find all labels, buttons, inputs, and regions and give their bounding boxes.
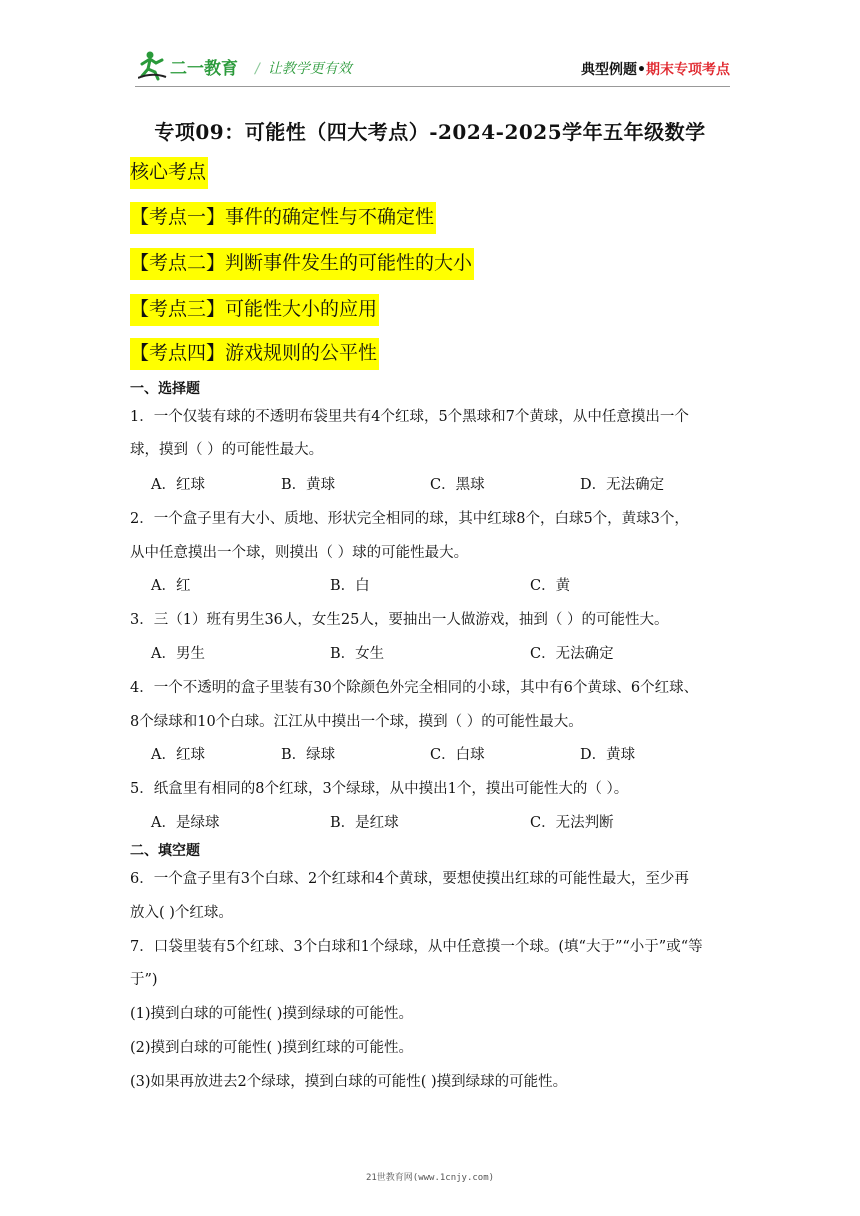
q1-line-2: 球，摸到（ ）的可能性最大。: [130, 442, 324, 458]
q7-sub-2: (2)摸到白球的可能性( )摸到红球的可能性。: [130, 1040, 413, 1056]
q3-line-1: 3．三（1）班有男生36人，女生25人，要抽出一人做游戏，抽到（ ）的可能性大。: [130, 612, 669, 628]
core-point-1: 【考点一】事件的确定性与不确定性: [130, 202, 436, 234]
q5-option-b: B．是红球: [330, 815, 399, 831]
q4-option-b: B．绿球: [281, 747, 336, 763]
q6-line-1: 6．一个盒子里有3个白球、2个红球和4个黄球，要想使摸出红球的可能性最大，至少再: [130, 871, 689, 887]
q7-line-1: 7．口袋里装有5个红球、3个白球和1个绿球，从中任意摸一个球。(填“大于”“小于”或“等: [130, 939, 703, 955]
q4-line-2: 8个绿球和10个白球。江江从中摸出一个球，摸到（ ）的可能性最大。: [130, 714, 583, 730]
q4-option-c: C．白球: [430, 747, 485, 763]
core-point-3: 【考点三】可能性大小的应用: [130, 294, 379, 326]
q1-option-b: B．黄球: [281, 477, 336, 493]
q2-line-1: 2．一个盒子里有大小、质地、形状完全相同的球，其中红球8个，白球5个，黄球3个，: [130, 511, 689, 527]
header-category-highlight: 期末专项考点: [646, 62, 730, 78]
q5-option-c: C．无法判断: [530, 815, 614, 831]
q6-line-2: 放入( )个红球。: [130, 905, 233, 921]
q5-option-a: A．是绿球: [151, 815, 220, 831]
q3-option-a: A．男生: [151, 646, 205, 662]
header-category-main: 典型例题•: [581, 62, 646, 78]
q5-line-1: 5．纸盒里有相同的8个红球，3个绿球，从中摸出1个，摸出可能性大的（ ）。: [130, 781, 629, 797]
q2-line-2: 从中任意摸出一个球，则摸出（ ）球的可能性最大。: [130, 545, 469, 561]
page-footer: 21世教育网(www.1cnjy.com): [365, 1173, 495, 1183]
q1-option-c: C．黑球: [430, 477, 485, 493]
section-fill: 二、填空题: [130, 843, 200, 859]
page-title: 专项09：可能性（四大考点）-2024-2025学年五年级数学: [154, 120, 706, 144]
logo: [138, 50, 246, 82]
slogan-divider: /: [255, 61, 260, 77]
q4-option-d: D．黄球: [580, 747, 636, 763]
slogan-text: 让教学更有效: [267, 61, 352, 77]
q7-sub-3: (3)如果再放进去2个绿球，摸到白球的可能性( )摸到绿球的可能性。: [130, 1074, 568, 1090]
section-choice: 一、选择题: [130, 381, 200, 397]
slogan: [255, 58, 352, 78]
q4-option-a: A．红球: [151, 747, 205, 763]
q3-option-c: C．无法确定: [530, 646, 614, 662]
q4-line-1: 4．一个不透明的盒子里装有30个除颜色外完全相同的小球，其中有6个黄球、6个红球、: [130, 680, 699, 696]
runner-icon: [138, 50, 246, 82]
core-heading: 核心考点: [130, 157, 208, 189]
q1-line-1: 1．一个仅装有球的不透明布袋里共有4个红球，5个黑球和7个黄球，从中任意摸出一个: [130, 409, 689, 425]
q2-option-a: A．红: [151, 578, 191, 594]
q1-option-d: D．无法确定: [580, 477, 665, 493]
core-point-2: 【考点二】判断事件发生的可能性的大小: [130, 248, 474, 280]
header-category: [581, 59, 730, 79]
logo-text: 二一教育: [170, 59, 238, 79]
header-divider: [135, 86, 730, 87]
q2-option-c: C．黄: [530, 578, 571, 594]
page-header: [0, 0, 860, 95]
q7-sub-1: (1)摸到白球的可能性( )摸到绿球的可能性。: [130, 1006, 413, 1022]
q1-option-a: A．红球: [151, 477, 205, 493]
core-point-4: 【考点四】游戏规则的公平性: [130, 338, 379, 370]
q2-option-b: B．白: [330, 578, 370, 594]
q7-line-2: 于”): [130, 972, 158, 988]
q3-option-b: B．女生: [330, 646, 385, 662]
